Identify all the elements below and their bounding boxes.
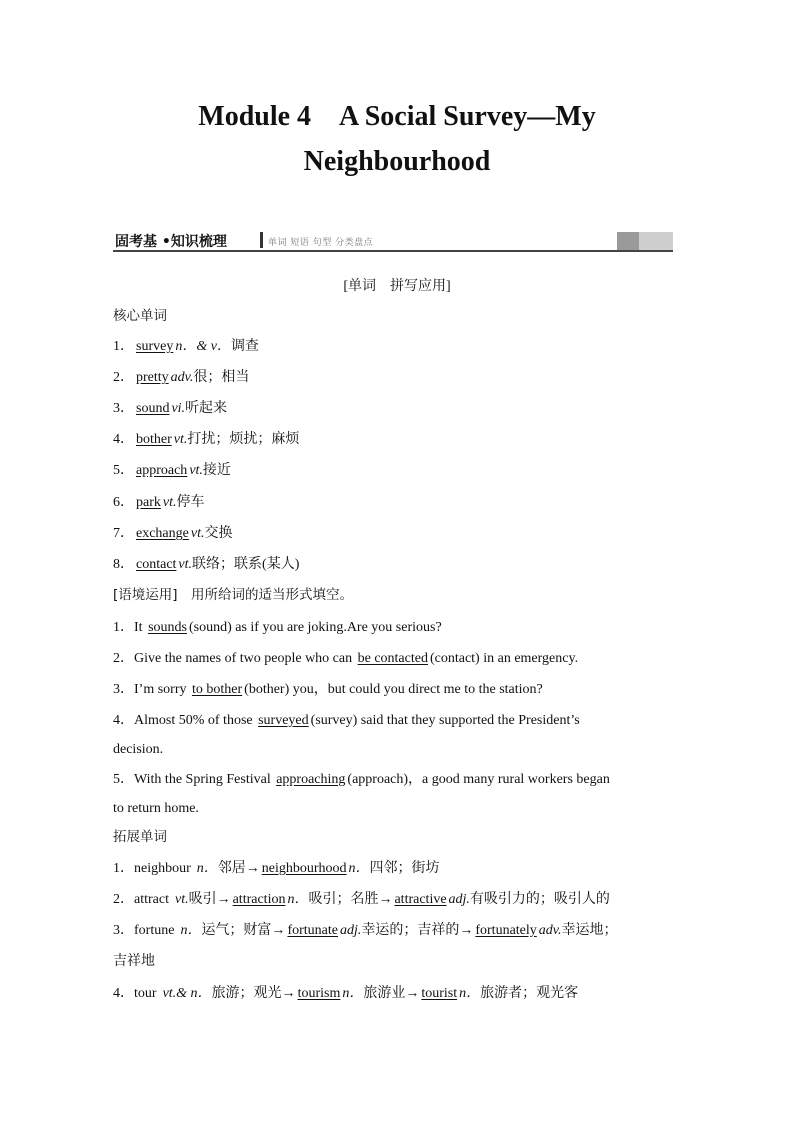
- core-word-item: [113, 462, 231, 480]
- text-fragment: 幸运地；: [561, 923, 618, 938]
- part-of-speech: n．: [180, 923, 202, 938]
- banner-subtitle: 单词 短语 句型 分类盘点: [268, 238, 374, 248]
- core-word-item: [113, 431, 299, 449]
- context-item: [113, 619, 442, 637]
- text-fragment: 4．: [113, 713, 134, 728]
- context-item: [113, 771, 610, 789]
- extended-item-continuation: 吉祥地: [113, 954, 155, 969]
- text-fragment: 联络；联系(某人): [192, 557, 300, 572]
- answer-blank: sound: [136, 401, 170, 416]
- page-title-line1: Module 4 A Social Survey—My: [198, 101, 596, 132]
- text-fragment: 吸引→: [188, 892, 231, 907]
- text-fragment: I’m sorry: [134, 682, 190, 697]
- part-of-speech: n．: [459, 986, 481, 1001]
- answer-blank: approaching: [276, 772, 346, 787]
- text-fragment: 邻居→: [217, 861, 260, 876]
- text-fragment: 停车: [176, 495, 205, 510]
- answer-blank: pretty: [136, 370, 169, 385]
- answer-blank: fortunate: [287, 923, 338, 938]
- text-fragment: 旅游业→: [363, 986, 420, 1001]
- part-of-speech: vt.: [173, 432, 188, 447]
- text-fragment: 4．: [113, 986, 134, 1001]
- text-fragment: 1．: [113, 861, 134, 876]
- part-of-speech: n．: [287, 892, 309, 907]
- text-fragment: 3．: [113, 682, 134, 697]
- text-fragment: 调查: [230, 339, 259, 354]
- part-of-speech: vt.: [190, 526, 205, 541]
- answer-blank: approach: [136, 463, 188, 478]
- text-fragment: 5．: [113, 463, 134, 478]
- part-of-speech: n．: [348, 861, 370, 876]
- text-fragment: 旅游；观光→: [211, 986, 296, 1001]
- answer-blank: exchange: [136, 526, 189, 541]
- text-fragment: 听起来: [185, 401, 228, 416]
- text-fragment: 8．: [113, 557, 134, 572]
- part-of-speech: vt.: [189, 463, 203, 478]
- part-of-speech: vt.: [178, 557, 193, 572]
- extended-item: [113, 860, 440, 878]
- banner-rule: [113, 250, 673, 252]
- section-banner: [113, 230, 673, 252]
- answer-blank: park: [136, 495, 161, 510]
- text-fragment: 4．: [113, 432, 134, 447]
- text-fragment: (survey) said that they supported the President’s: [310, 713, 580, 728]
- context-item: [113, 681, 543, 699]
- core-word-item: [113, 525, 232, 543]
- part-of-speech: adj.: [448, 892, 470, 907]
- text-fragment: fortune: [134, 923, 175, 938]
- text-fragment: 2．: [113, 651, 134, 666]
- text-fragment: Almost 50% of those: [134, 713, 257, 728]
- context-item-continuation: decision.: [113, 742, 164, 757]
- extended-item: [113, 922, 617, 940]
- part-of-speech: adv.: [170, 370, 194, 385]
- text-fragment: 幸运的；吉祥的→: [361, 923, 474, 938]
- text-fragment: tour: [134, 986, 157, 1001]
- answer-blank: contact: [136, 557, 177, 572]
- text-fragment: (sound) as if you are joking.Are you serious?: [188, 620, 442, 635]
- part-of-speech: vi.: [171, 401, 186, 416]
- core-word-item: [113, 338, 259, 356]
- text-fragment: 3．: [113, 401, 134, 416]
- section-heading: [单词 拼写应用]: [343, 279, 451, 294]
- text-fragment: 旅游者；观光客: [480, 986, 579, 1001]
- answer-blank: surveyed: [258, 713, 309, 728]
- context-item-continuation: to return home.: [113, 801, 199, 816]
- answer-blank: tourism: [297, 986, 341, 1001]
- extended-heading: 拓展单词: [113, 829, 167, 845]
- extended-item: [113, 985, 578, 1003]
- answer-blank: bother: [136, 432, 172, 447]
- text-fragment: It: [134, 620, 147, 635]
- part-of-speech: vt.& n．: [162, 986, 212, 1001]
- part-of-speech: adv.: [538, 923, 562, 938]
- text-fragment: 四邻；街坊: [369, 861, 440, 876]
- text-fragment: attract: [134, 892, 169, 907]
- part-of-speech: n．: [342, 986, 364, 1001]
- answer-blank: fortunately: [475, 923, 537, 938]
- answer-blank: survey: [136, 339, 174, 354]
- banner-divider: [260, 232, 263, 248]
- text-fragment: 运气；财富→: [201, 923, 286, 938]
- extended-item: [113, 891, 610, 909]
- answer-blank: neighbourhood: [261, 861, 347, 876]
- text-fragment: With the Spring Festival: [134, 772, 275, 787]
- text-fragment: 7．: [113, 526, 134, 541]
- text-fragment: 交换: [204, 526, 233, 541]
- text-fragment: 接近: [202, 463, 231, 478]
- banner-title: 固考基 •知识梳理: [115, 234, 227, 250]
- part-of-speech: vt.: [174, 892, 189, 907]
- text-fragment: 1．: [113, 339, 134, 354]
- context-heading: [语境运用] 用所给词的适当形式填空。: [113, 587, 354, 603]
- core-words-heading: 核心单词: [113, 308, 167, 324]
- answer-blank: attractive: [394, 892, 447, 907]
- part-of-speech: adj.: [339, 923, 362, 938]
- banner-block-dark: [617, 232, 639, 250]
- text-fragment: 吸引；名胜→: [308, 892, 393, 907]
- part-of-speech: vt.: [162, 495, 177, 510]
- text-fragment: Give the names of two people who can: [134, 651, 356, 666]
- part-of-speech: n．& v．: [175, 339, 231, 354]
- context-item: [113, 650, 578, 668]
- core-word-item: [113, 400, 227, 418]
- text-fragment: neighbour: [134, 861, 191, 876]
- text-fragment: (contact) in an emergency.: [429, 651, 579, 666]
- text-fragment: (approach)，a good many rural workers began: [347, 772, 610, 787]
- answer-blank: to bother: [192, 682, 243, 697]
- answer-blank: attraction: [232, 892, 286, 907]
- answer-blank: sounds: [148, 620, 187, 635]
- answer-blank: tourist: [421, 986, 458, 1001]
- text-fragment: (bother) you，but could you direct me to the station?: [244, 682, 543, 697]
- text-fragment: 2．: [113, 370, 134, 385]
- text-fragment: 打扰；烦扰；麻烦: [187, 432, 300, 447]
- core-word-item: [113, 369, 249, 387]
- text-fragment: 6．: [113, 495, 134, 510]
- text-fragment: 5．: [113, 772, 134, 787]
- text-fragment: 2．: [113, 892, 134, 907]
- page-title-line2: Neighbourhood: [303, 146, 491, 177]
- core-word-item: [113, 494, 205, 512]
- text-fragment: 很；相当: [193, 370, 250, 385]
- text-fragment: 有吸引力的；吸引人的: [469, 892, 610, 907]
- banner-block-light: [639, 232, 673, 250]
- core-word-item: [113, 556, 299, 574]
- part-of-speech: n．: [196, 861, 218, 876]
- context-item: [113, 712, 580, 730]
- answer-blank: be contacted: [357, 651, 428, 666]
- text-fragment: 3．: [113, 923, 134, 938]
- text-fragment: 1．: [113, 620, 134, 635]
